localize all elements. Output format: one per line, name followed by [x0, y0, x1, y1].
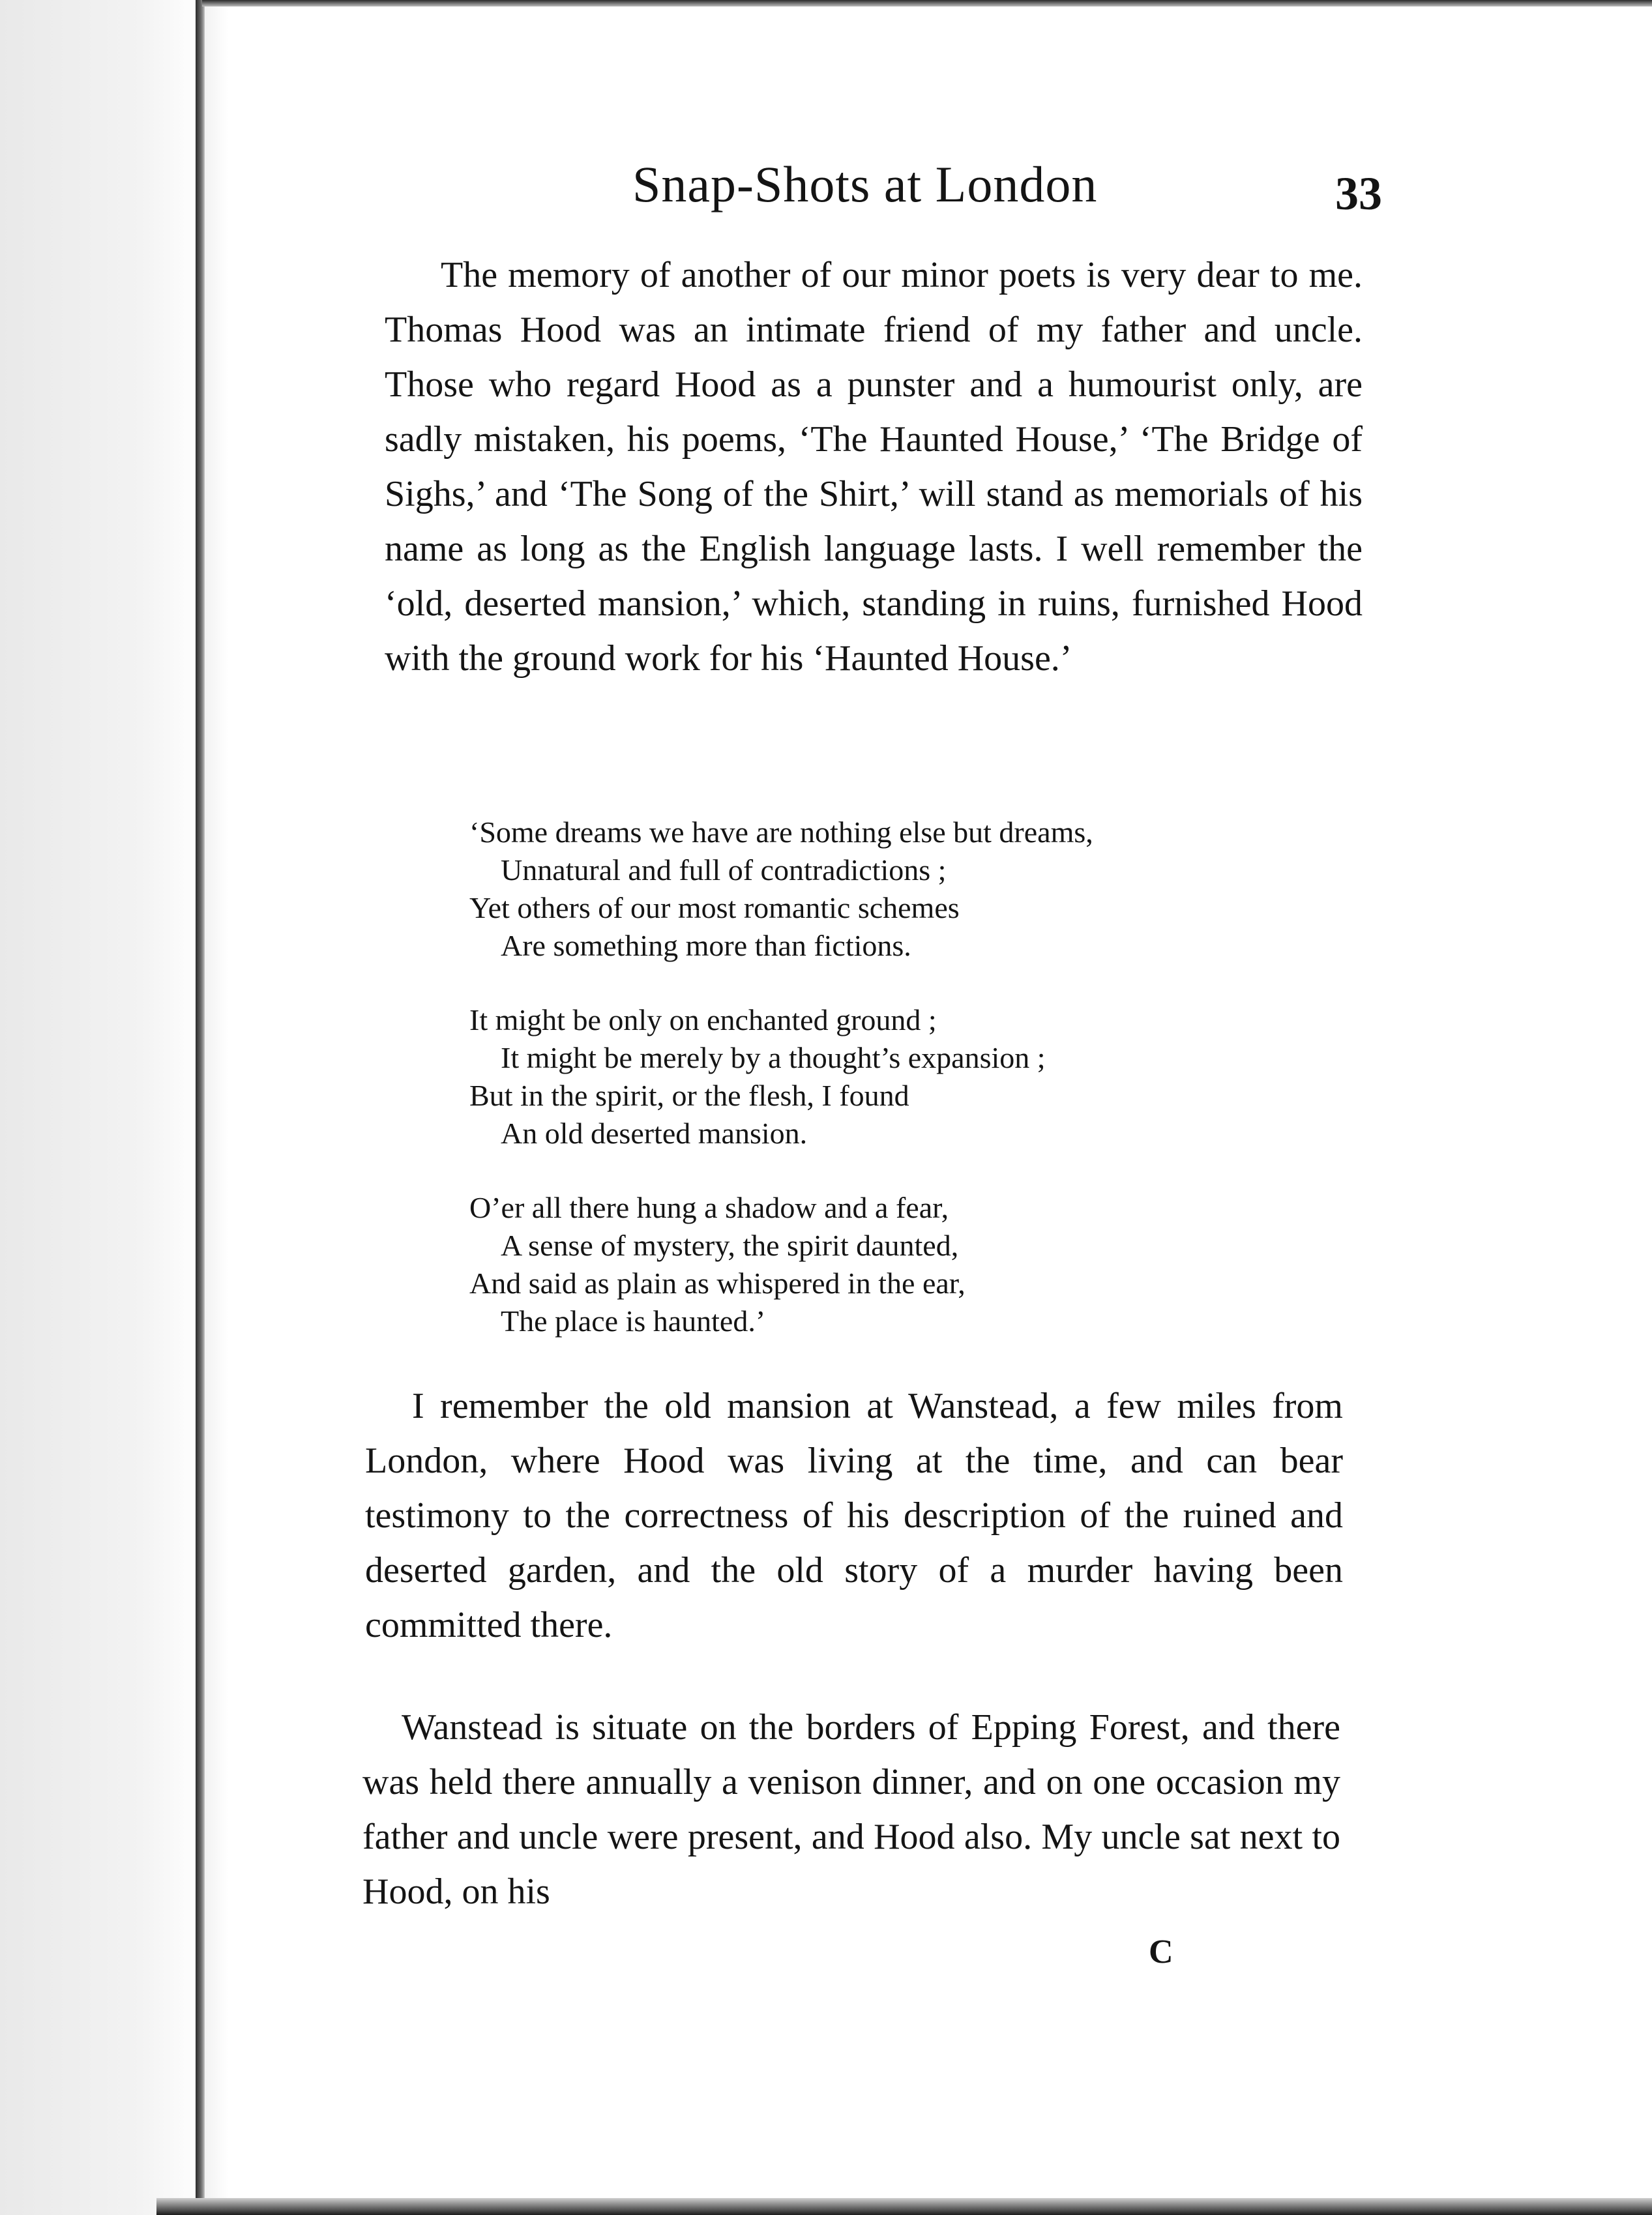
- page-number: 33: [1335, 168, 1382, 220]
- page-gutter-shadow: [202, 0, 228, 2215]
- poem-stanza: [469, 1001, 1252, 1152]
- poem-line: Are something more than fictions.: [501, 929, 911, 962]
- poem-line: ‘Some dreams we have are nothing else but dreams,: [469, 815, 1093, 849]
- poem-stanza: [469, 814, 1252, 965]
- poem-line: Unnatural and full of contradictions ;: [501, 853, 947, 887]
- poem-line: A sense of mystery, the spirit daunted,: [501, 1229, 959, 1262]
- signature-mark: C: [1149, 1933, 1173, 1971]
- paragraph-wanstead-mansion: I remember the old mansion at Wanstead, a few miles from London, where Hood was living at the time, and can bear testimony to the correctness of his description of the ruined and deserted garden, and the old story of a murder having been committed there.: [365, 1386, 1343, 1645]
- scan-top-border: [202, 0, 1652, 7]
- page-header: [632, 149, 1382, 220]
- poem-line: O’er all there hung a shadow and a fear,: [469, 1191, 949, 1224]
- running-title: Snap-Shots at London: [632, 156, 1098, 213]
- poem-line: It might be merely by a thought’s expansion ;: [501, 1041, 1046, 1074]
- paragraph-epping-forest: Wanstead is situate on the borders of Epping Forest, and there was held there annually a venison dinner, and on one occasion my father and uncle were present, and Hood also. My uncle sat next to Hood, on his: [362, 1707, 1340, 1912]
- poem-line: And said as plain as whispered in the ear,: [469, 1267, 966, 1300]
- scan-bottom-border: [156, 2198, 1652, 2215]
- book-spine-shadow: [0, 0, 202, 2215]
- poem-line: It might be only on enchanted ground ;: [469, 1003, 937, 1036]
- poem-stanza: [469, 1189, 1252, 1340]
- poem-line: But in the spirit, or the flesh, I found: [469, 1079, 909, 1112]
- paragraph-hood-memory: The memory of another of our minor poets is very dear to me. Thomas Hood was an intimate friend of my father and uncle. Those who regard Hood as a punster and a humourist only, are sadly mistaken, his poems, ‘The Haunted House,’ ‘The Bridge of Sighs,’ and ‘The Song of the Shirt,’ will stand as memorials of his name as long as the English language lasts. I well remember the ‘old, deserted mansion,’ which, standing in ruins, furnished Hood with the ground work for his ‘Haunted House.’: [385, 255, 1363, 679]
- poem-quotation: [469, 814, 1252, 1340]
- poem-line: An old deserted mansion.: [501, 1117, 808, 1150]
- poem-line: Yet others of our most romantic schemes: [469, 891, 960, 924]
- poem-line: The place is haunted.’: [501, 1304, 766, 1338]
